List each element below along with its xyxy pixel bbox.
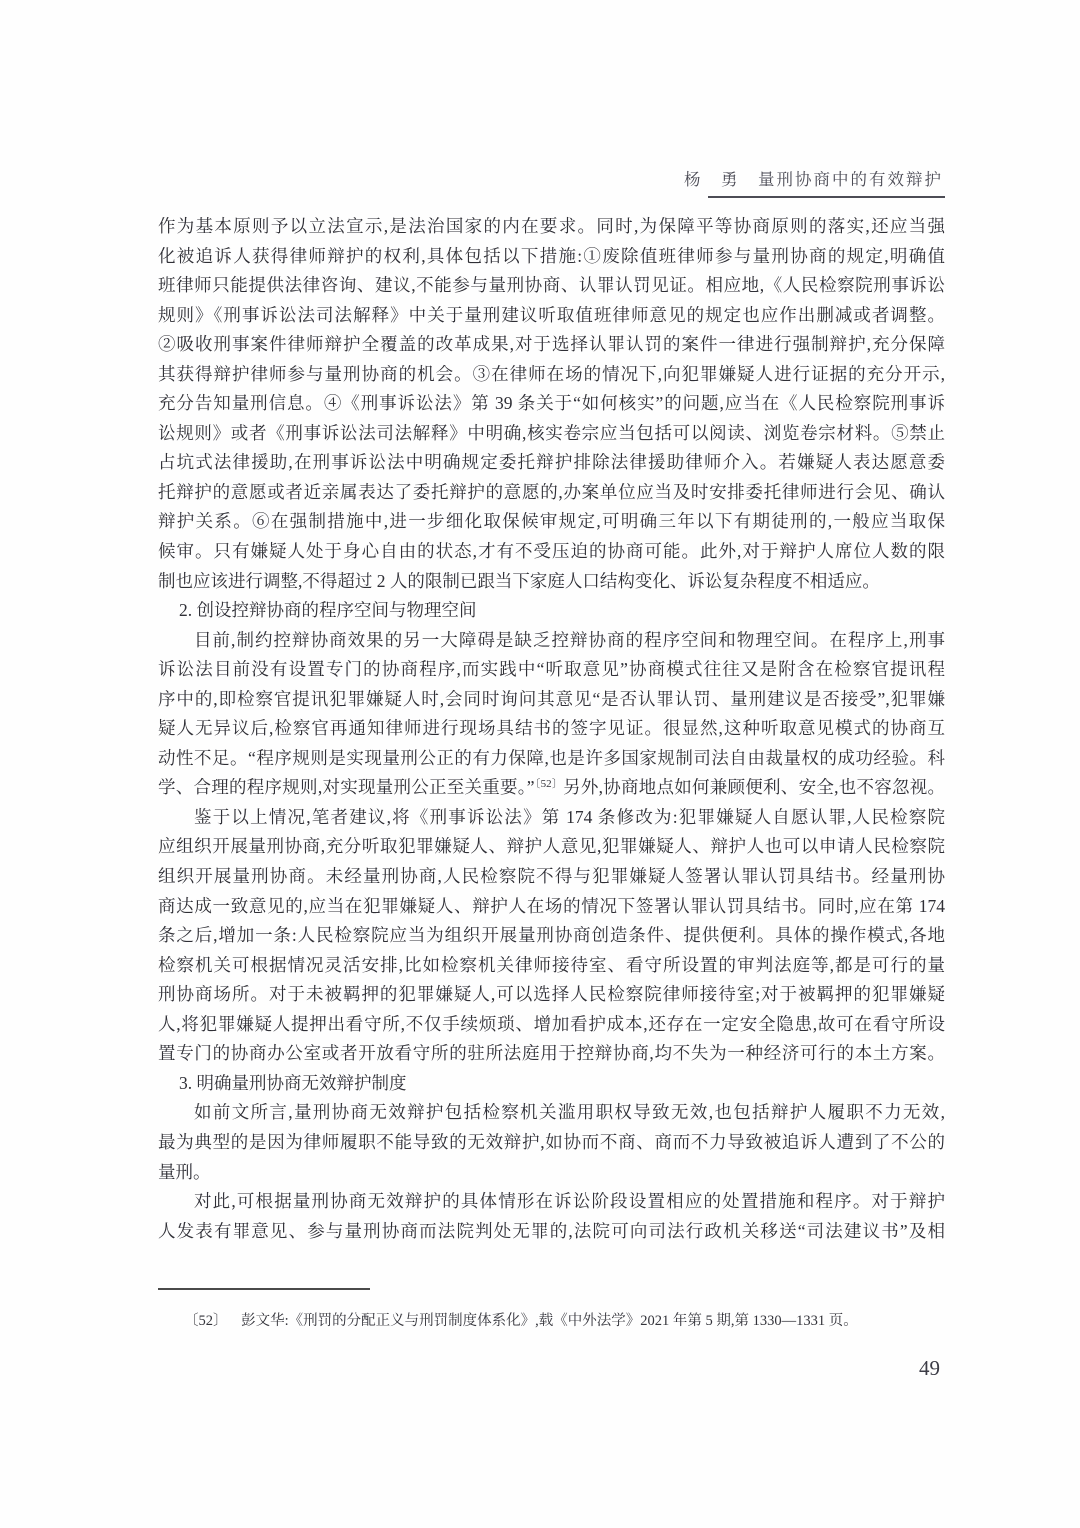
body-line: 置专门的协商办公室或者开放看守所的驻所法庭用于控辩协商,均不失为一种经济可行的本土方案。 xyxy=(158,1043,945,1064)
footnote-ref-52: 〔52〕 xyxy=(534,778,564,791)
body-line: 作为基本原则予以立法宣示,是法治国家的内在要求。同时,为保障平等协商原则的落实,还应当强 xyxy=(158,216,945,236)
body-line: 如前文所言,量刑协商无效辩护包括检察机关滥用职权导致无效,也包括辩护人履职不力无效, xyxy=(194,1102,945,1123)
body-line: 其获得辩护律师参与量刑协商的机会。③在律师在场的情况下,向犯罪嫌疑人进行证据的充分开示, xyxy=(158,363,945,384)
body-line: 序中的,即检察官提讯犯罪嫌疑人时,会同时询问其意见“是否认罪认罚、量刑建议是否接受”,犯罪嫌 xyxy=(158,688,945,709)
body-line: 辩护关系。⑥在强制措施中,进一步细化取保候审规定,可明确三年以下有期徒刑的,一般应当取保 xyxy=(158,511,945,532)
body-line: 应组织开展量刑协商,充分听取犯罪嫌疑人、辩护人意见,犯罪嫌疑人、辩护人也可以申请人民检察院 xyxy=(158,836,945,857)
body-line: 学、合理的程序规则,对实现量刑公正至关重要。”$^{〔52〕}$另外,协商地点如何兼顾便利、安全,也不容忽视。 xyxy=(158,777,945,798)
body-line: 最为典型的是因为律师履职不能导致的无效辩护,如协而不商、商而不力导致被追诉人遭到了不公的 xyxy=(158,1131,945,1152)
body-line: 量刑。 xyxy=(158,1161,211,1182)
body-line: 规则》《刑事诉讼法司法解释》中关于量刑建议听取值班律师意见的规定也应作出删减或者调整。 xyxy=(158,304,945,325)
body-line: 充分告知量刑信息。④《刑事诉讼法》第 39 条关于“如何核实”的问题,应当在《人民检察院刑事诉 xyxy=(158,393,945,414)
body-line: 化被追诉人获得律师辩护的权利,具体包括以下措施:①废除值班律师参与量刑协商的规定,明确值 xyxy=(158,245,945,266)
body-line: 动性不足。“程序规则是实现量刑公正的有力保障,也是许多国家规制司法自由裁量权的成功经验。科 xyxy=(158,747,945,768)
body-line: 人发表有罪意见、参与量刑协商而法院判处无罪的,法院可向司法行政机关移送“司法建议书”及相 xyxy=(158,1220,945,1241)
article-body xyxy=(158,212,945,1246)
body-line: 候审。只有嫌疑人处于身心自由的状态,才有不受压迫的协商可能。此外,对于辩护人席位人数的限 xyxy=(158,541,945,562)
footnote-52 xyxy=(158,1310,945,1333)
running-head: 杨 勇 量刑协商中的有效辩护 xyxy=(684,170,943,189)
body-line: 对此,可根据量刑协商无效辩护的具体情形在诉讼阶段设置相应的处置措施和程序。对于辩护 xyxy=(194,1191,945,1212)
body-line: 鉴于以上情况,笔者建议,将《刑事诉讼法》第 174 条修改为:犯罪嫌疑人自愿认罪,人民检察院 xyxy=(194,806,945,827)
footnote-text: 彭文华:《刑罚的分配正义与刑罚制度体系化》,载《中外法学》2021 年第 5 期,第 1330—1331 页。 xyxy=(241,1313,858,1329)
body-line: 占坑式法律援助,在刑事诉讼法中明确规定委托辩护排除法律援助律师介入。若嫌疑人表达愿意委 xyxy=(158,452,945,473)
body-line: 刑协商场所。对于未被羁押的犯罪嫌疑人,可以选择人民检察院律师接待室;对于被羁押的犯罪嫌疑 xyxy=(158,984,945,1005)
body-line: 诉讼法目前没有设置专门的协商程序,而实践中“听取意见”协商模式往往又是附含在检察官提讯程 xyxy=(158,659,945,680)
body-line: 班律师只能提供法律咨询、建议,不能参与量刑协商、认罪认罚见证。相应地,《人民检察院刑事诉讼 xyxy=(158,275,945,296)
body-line: 商达成一致意见的,应当在犯罪嫌疑人、辩护人在场的情况下签署认罪认罚具结书。同时,应在第 174 xyxy=(158,895,945,916)
footnote-label: 〔52〕 xyxy=(184,1313,228,1329)
body-line: 疑人无异议后,检察官再通知律师进行现场具结书的签字见证。很显然,这种听取意见模式的协商互 xyxy=(158,718,945,739)
body-line: 制也应该进行调整,不得超过 2 人的限制已跟当下家庭人口结构变化、诉讼复杂程度不相适应。 xyxy=(158,570,880,591)
body-line: 条之后,增加一条:人民检察院应当为组织开展量刑协商创造条件、提供便利。具体的操作模式,各地 xyxy=(158,925,945,946)
section-heading: 3. 明确量刑协商无效辩护制度 xyxy=(179,1072,407,1093)
header-rule xyxy=(708,196,945,198)
body-line: 托辩护的意愿或者近亲属表达了委托辩护的意愿的,办案单位应当及时安排委托律师进行会见、确认 xyxy=(158,481,945,502)
body-line: 讼规则》或者《刑事诉讼法司法解释》中明确,核实卷宗应当包括可以阅读、浏览卷宗材料。⑤禁止 xyxy=(158,422,945,443)
page-number: 49 xyxy=(919,1356,940,1380)
footnote-separator xyxy=(158,1288,370,1290)
body-line: 组织开展量刑协商。未经量刑协商,人民检察院不得与犯罪嫌疑人签署认罪认罚具结书。经量刑协 xyxy=(158,866,945,887)
body-line: 人,将犯罪嫌疑人提押出看守所,不仅手续烦琐、增加看护成本,还存在一定安全隐患,故可在看守所设 xyxy=(158,1013,945,1034)
body-line: ②吸收刑事案件律师辩护全覆盖的改革成果,对于选择认罪认罚的案件一律进行强制辩护,充分保障 xyxy=(158,334,945,355)
section-heading: 2. 创设控辩协商的程序空间与物理空间 xyxy=(179,600,477,621)
body-line: 目前,制约控辩协商效果的另一大障碍是缺乏控辩协商的程序空间和物理空间。在程序上,刑事 xyxy=(194,629,945,650)
body-line: 检察机关可根据情况灵活安排,比如检察机关律师接待室、看守所设置的审判法庭等,都是可行的量 xyxy=(158,954,945,975)
